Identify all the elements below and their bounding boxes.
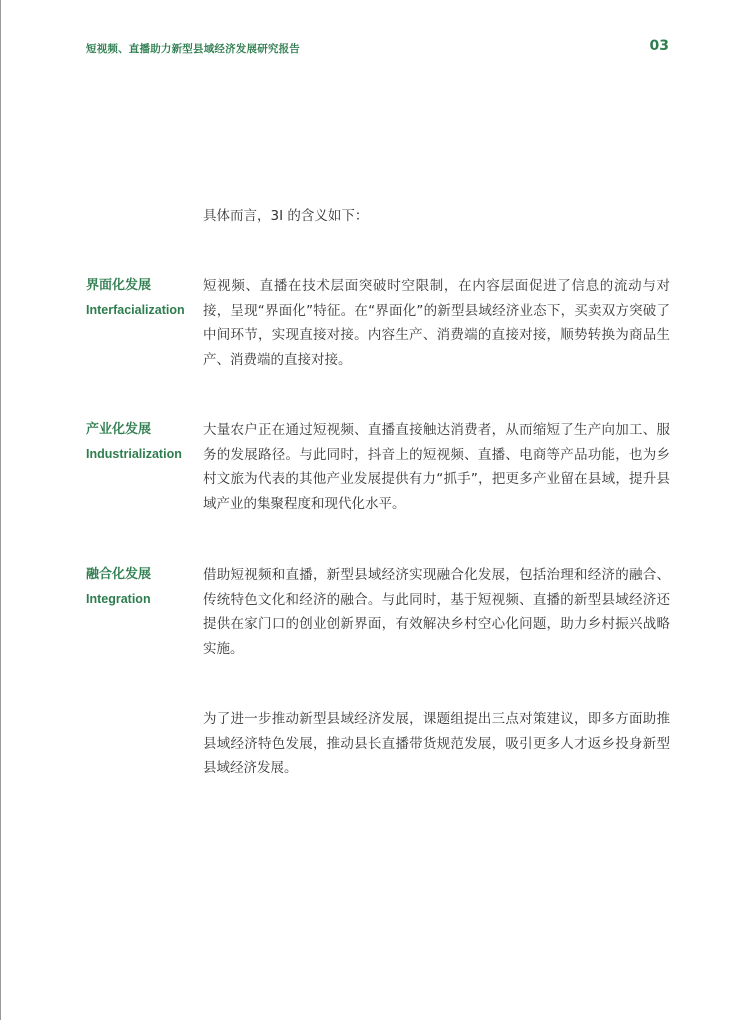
- section-label: [86, 418, 182, 466]
- section-body-text: 大量农户正在通过短视频、直播直接触达消费者，从而缩短了生产向加工、服务的发展路径。与此同时，抖音上的短视频、直播、电商等产品功能，也为乡村文旅为代表的其他产业发展提供有力“抓手”，把更多产业留在县域，提升县域产业的集聚程度和现代化水平。: [203, 422, 670, 512]
- section-label: [86, 274, 185, 322]
- section-label: [86, 563, 151, 611]
- section-label-cn: 界面化发展: [86, 278, 152, 293]
- section-body-text: 短视频、直播在技术层面突破时空限制，在内容层面促进了信息的流动与对接，呈现“界面化”特征。在“界面化”的新型县域经济业态下，买卖双方突破了中间环节，实现直接对接。内容生产、消费端的直接对接，顺势转换为商品生产、消费端的直接对接。: [203, 278, 670, 368]
- page-edge-rule: [0, 0, 1, 1020]
- section-label-en: Interfacialization: [86, 303, 185, 317]
- section-label-cn: 产业化发展: [86, 422, 152, 437]
- section-label-cn: 融合化发展: [86, 567, 152, 582]
- section-body-text: 借助短视频和直播，新型县域经济实现融合化发展，包括治理和经济的融合、传统特色文化和经济的融合。与此同时，基于短视频、直播的新型县域经济还提供在家门口的创业创新界面，有效解决乡村空心化问题，助力乡村振兴战略实施。: [203, 567, 670, 657]
- closing-paragraph: 为了进一步推动新型县域经济发展，课题组提出三点对策建议，即多方面助推县域经济特色发展，推动县长直播带货规范发展，吸引更多人才返乡投身新型县域经济发展。: [203, 711, 670, 776]
- intro-paragraph: 具体而言，3I 的含义如下：: [203, 208, 369, 224]
- section-label-en: Integration: [86, 592, 151, 606]
- report-header-title: 短视频、直播助力新型县域经济发展研究报告: [86, 43, 300, 55]
- page-number: 03: [649, 38, 669, 54]
- section-label-en: Industrialization: [86, 447, 182, 461]
